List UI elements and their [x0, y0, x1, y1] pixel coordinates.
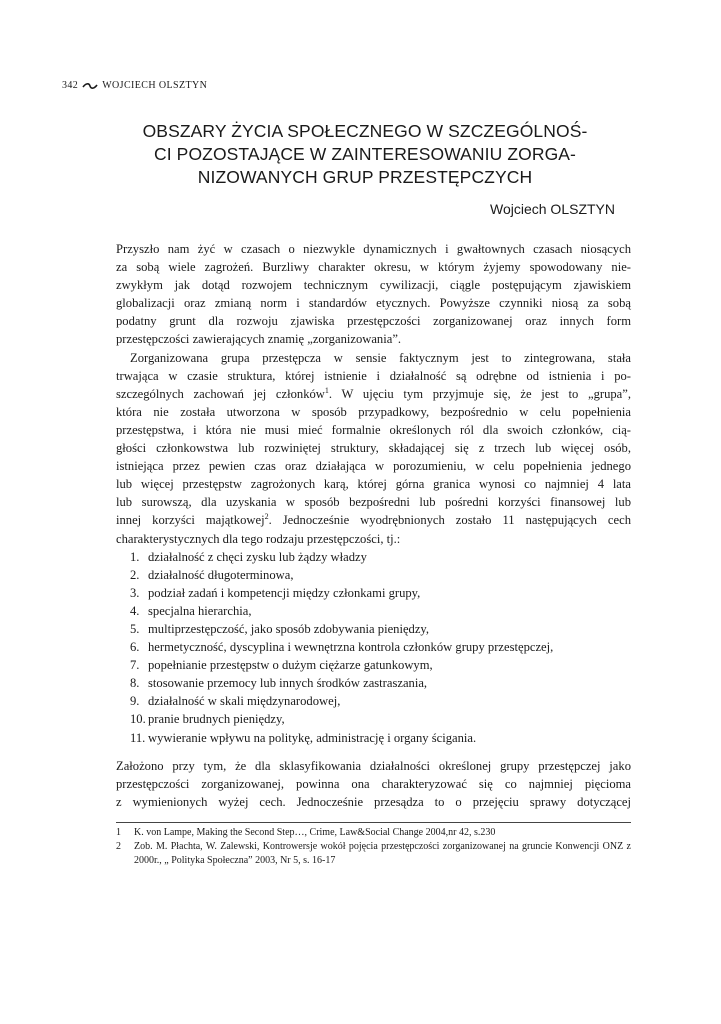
- text-line: globalizacji oraz zmianą norm i standardów etycznych. Powyższe czynniki niosą za sobą: [116, 296, 631, 311]
- text-line: trwająca w czasie struktura, której istnienie i działalność są odrębne od istnienia i po-: [116, 368, 631, 383]
- list-number: 6.: [130, 640, 140, 655]
- text-line: lub surowszą, dla uzyskania w sposób bezpośredni lub pośredni korzyści finansowej lub: [116, 495, 631, 510]
- list-text: hermetyczność, dyscyplina i wewnętrzna kontrola członków grupy przestępczej,: [148, 640, 554, 655]
- text-line: zwykłym jak dotąd rozwojem technicznym cywilizacji, ciągle postępującym zjawiskiem: [116, 278, 631, 293]
- footnote-text: Zob. M. Płachta, W. Zalewski, Kontrowersje wokół pojęcia przestępczości zorganizowanej na gruncie Konwencji ONZ z 2000r., „ Polityka Społeczna” 2003, Nr 5, s. 16-17: [134, 841, 631, 866]
- article-author: Wojciech OLSZTYN: [490, 201, 615, 217]
- text-line: przestępczości zawierających znamię „zorganizowania”.: [116, 332, 402, 347]
- characteristics-list: [116, 548, 631, 747]
- text-line: z wymienionych wyżej cech. Jednocześnie przesądza to o przejęciu sprawy dotyczącej: [116, 794, 631, 809]
- text-line: Założono przy tym, że dla sklasyfikowania działalności określonej grupy przestępczej jako: [116, 758, 631, 773]
- footnote-ref-1[interactable]: 1: [324, 385, 329, 395]
- text-fragment: . W ujęciu tym przyjmuje się, że jest to „grupa”,: [328, 386, 631, 401]
- title-line: NIZOWANYCH GRUP PRZESTĘPCZYCH: [197, 167, 533, 187]
- footnote-ref-2[interactable]: 2: [264, 512, 269, 522]
- text-line: Przyszło nam żyć w czasach o niezwykle dynamicznych i gwałtownych czasach niosących: [116, 242, 631, 256]
- list-number: 4.: [130, 603, 140, 618]
- text-fragment: . Jednocześnie wyodrębnionych zostało 11 następujących cech: [268, 513, 631, 528]
- page-number: 342: [62, 80, 79, 91]
- list-item: [130, 710, 631, 728]
- running-head-author: WOJCIECH OLSZTYN: [102, 80, 208, 91]
- list-item: [130, 729, 631, 747]
- text-line: podatny grunt dla rozwoju zjawiska przestępczości zorganizowanej oraz innych form: [116, 314, 631, 329]
- list-item: [130, 566, 631, 584]
- list-number: 10.: [130, 712, 146, 727]
- footnote-number: 2: [116, 841, 121, 852]
- footnote-number: 1: [116, 827, 121, 838]
- text-line: lub więcej przestępstw zagrożonych karą, której górna granica wynosi co najmniej 4 lata: [116, 477, 631, 492]
- list-number: 5.: [130, 621, 140, 636]
- text-line: istniejąca przez pewien czas oraz działająca w porozumieniu, w celu popełnienia jednego: [116, 459, 631, 474]
- list-number: 3.: [130, 585, 140, 600]
- paragraph-classification: [116, 757, 631, 811]
- list-number: 1.: [130, 549, 140, 564]
- paragraph-definition: [116, 349, 631, 548]
- list-item: [130, 638, 631, 656]
- list-item: [130, 602, 631, 620]
- list-item: [130, 656, 631, 674]
- article-title: [120, 120, 610, 189]
- list-item: [130, 674, 631, 692]
- list-text: wywieranie wpływu na politykę, administrację i organy ścigania.: [148, 730, 477, 745]
- text-line: przestępczości zorganizowanej, powinna ona charakteryzować się co najmniej pięcioma: [116, 776, 631, 791]
- text-line: głości członkowstwa lub rozwiniętej struktury, składającej się z trzech lub więcej osób,: [116, 441, 631, 456]
- list-text: stosowanie przemocy lub innych środków zastraszania,: [148, 676, 428, 691]
- list-number: 7.: [130, 658, 140, 673]
- text-line: przestępstwa, i która nie musi mieć formalnie określonych ról dla swoich członków, cią-: [116, 422, 631, 437]
- footnote-2: [116, 840, 631, 868]
- text-line: charakterystycznych dla tego rodzaju przestępczości, tj.:: [116, 531, 401, 546]
- list-item: [130, 692, 631, 710]
- list-text: popełnianie przestępstw o dużym ciężarze gatunkowym,: [148, 658, 433, 673]
- list-text: multiprzestępczość, jako sposób zdobywania pieniędzy,: [148, 621, 430, 636]
- list-number: 11.: [130, 730, 146, 745]
- list-item: [130, 548, 631, 566]
- footnote-1: [116, 826, 631, 840]
- list-item: [130, 620, 631, 638]
- footnotes: [116, 822, 631, 868]
- article-body: [116, 240, 631, 811]
- text-line: Zorganizowana grupa przestępcza w sensie faktycznym jest to zintegrowana, stała: [130, 350, 631, 365]
- list-number: 9.: [130, 694, 140, 709]
- tilde-swash-icon: [82, 82, 98, 90]
- text-line: [116, 511, 631, 529]
- title-line: CI POZOSTAJĄCE W ZAINTERESOWANIU ZORGA-: [154, 144, 576, 164]
- list-number: 8.: [130, 676, 140, 691]
- list-text: działalność w skali międzynarodowej,: [148, 694, 341, 709]
- text-fragment: szczególnych zachowań jej członków: [116, 386, 325, 401]
- text-line: która nie została utworzona w sposób przypadkowy, bezpośrednio w celu popełnienia: [116, 404, 631, 419]
- running-head: [62, 80, 207, 91]
- text-fragment: innej korzyści majątkowej: [116, 513, 265, 528]
- title-line: OBSZARY ŻYCIA SPOŁECZNEGO W SZCZEGÓLNOŚ-: [142, 121, 588, 141]
- list-item: [130, 584, 631, 602]
- text-line: za sobą wiele zagrożeń. Burzliwy charakter okresu, w którym żyjemy spowodowany nie-: [116, 260, 631, 275]
- list-number: 2.: [130, 567, 140, 582]
- list-text: podział zadań i kompetencji między członkami grupy,: [148, 585, 421, 600]
- list-text: pranie brudnych pieniędzy,: [148, 712, 285, 727]
- list-text: działalność z chęci zysku lub żądzy władzy: [148, 549, 367, 564]
- list-text: działalność długoterminowa,: [148, 567, 294, 582]
- paragraph-intro: [116, 240, 631, 349]
- list-text: specjalna hierarchia,: [148, 603, 252, 618]
- footnote-text: K. von Lampe, Making the Second Step…, Crime, Law&Social Change 2004,nr 42, s.230: [134, 827, 496, 838]
- text-line: [116, 385, 631, 403]
